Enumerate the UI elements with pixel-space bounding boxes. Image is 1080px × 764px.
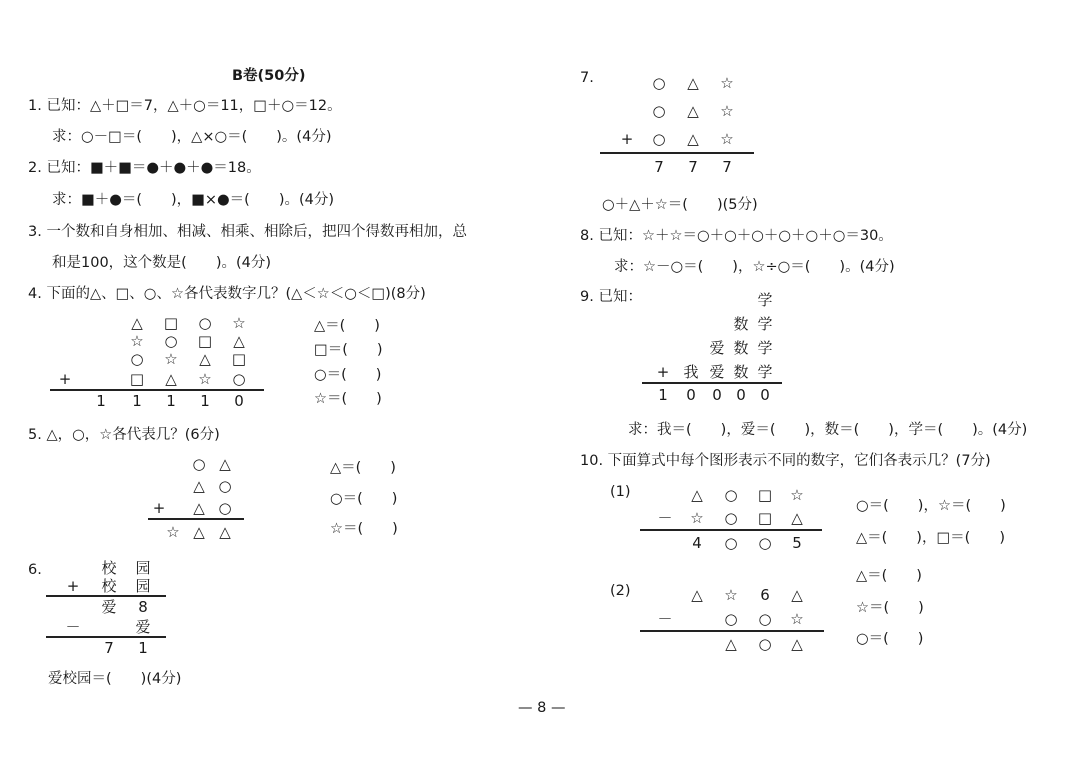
- q9-answer[interactable]: 求：我＝( )，爱＝( )，数＝( )，学＝( )。(4分): [628, 422, 1028, 438]
- q10-prompt: 10. 下面算式中每个图形表示不同的数字，它们各表示几？(7分): [580, 453, 991, 469]
- q4-answer-star[interactable]: ☆＝( ): [314, 391, 382, 407]
- q3-line1: 3. 一个数和自身相加、相减、相乘、相除后，把四个得数再相加，总: [28, 224, 467, 240]
- q7-sum-line: [600, 152, 754, 154]
- section-title: B卷(50分): [232, 68, 306, 84]
- q8-ask: 求：☆－○＝( )，☆÷○＝( )。(4分): [614, 259, 895, 275]
- q10-part1-answer-2[interactable]: △＝( )，□＝( ): [856, 530, 1005, 546]
- q7-number: 7.: [580, 70, 594, 86]
- q5-answer-triangle[interactable]: △＝( ): [330, 460, 396, 476]
- q10-part1-answer-1[interactable]: ○＝( )，☆＝( ): [856, 498, 1006, 514]
- q1-ask: 求：○－□＝( )，△×○＝( )。(4分): [52, 129, 332, 145]
- q10-part1-line: [640, 529, 822, 531]
- q10-part2-label: (2): [610, 583, 631, 599]
- q5-answer-circle[interactable]: ○＝( ): [330, 491, 398, 507]
- q9-label: 9. 已知：: [580, 289, 642, 305]
- q4-answer-circle[interactable]: ○＝( ): [314, 367, 382, 383]
- q10-part1-label: (1): [610, 484, 631, 500]
- page-number: — 8 —: [518, 700, 566, 716]
- q6-answer[interactable]: 爱校园＝( )(4分): [48, 671, 182, 687]
- q2-given: 2. 已知：■＋■＝●＋●＋●＝18。: [28, 160, 261, 176]
- q5-sum-line: [148, 518, 244, 520]
- q7-answer[interactable]: ○＋△＋☆＝( )(5分): [602, 197, 758, 213]
- q10-part2-answer-triangle[interactable]: △＝( ): [856, 568, 922, 584]
- q10-part2-answer-circle[interactable]: ○＝( ): [856, 631, 924, 647]
- q10-part2-answer-star[interactable]: ☆＝( ): [856, 600, 924, 616]
- q10-part2-line: [640, 630, 824, 632]
- q8-given: 8. 已知：☆＋☆＝○＋○＋○＋○＋○＋○＝30。: [580, 228, 893, 244]
- q1-given: 1. 已知：△＋□＝7，△＋○＝11，□＋○＝12。: [28, 98, 342, 114]
- q4-prompt: 4. 下面的△、□、○、☆各代表数字几？(△＜☆＜○＜□)(8分): [28, 286, 426, 302]
- q6-number: 6.: [28, 562, 42, 578]
- q5-prompt: 5. △，○，☆各代表几？(6分): [28, 427, 220, 443]
- q4-answer-triangle[interactable]: △＝( ): [314, 318, 380, 334]
- q3-line2: 和是100，这个数是( )。(4分): [52, 255, 272, 271]
- q4-answer-square[interactable]: □＝( ): [314, 342, 383, 358]
- q5-answer-star[interactable]: ☆＝( ): [330, 521, 398, 537]
- q2-ask: 求：■＋●＝( )，■×●＝( )。(4分): [52, 192, 335, 208]
